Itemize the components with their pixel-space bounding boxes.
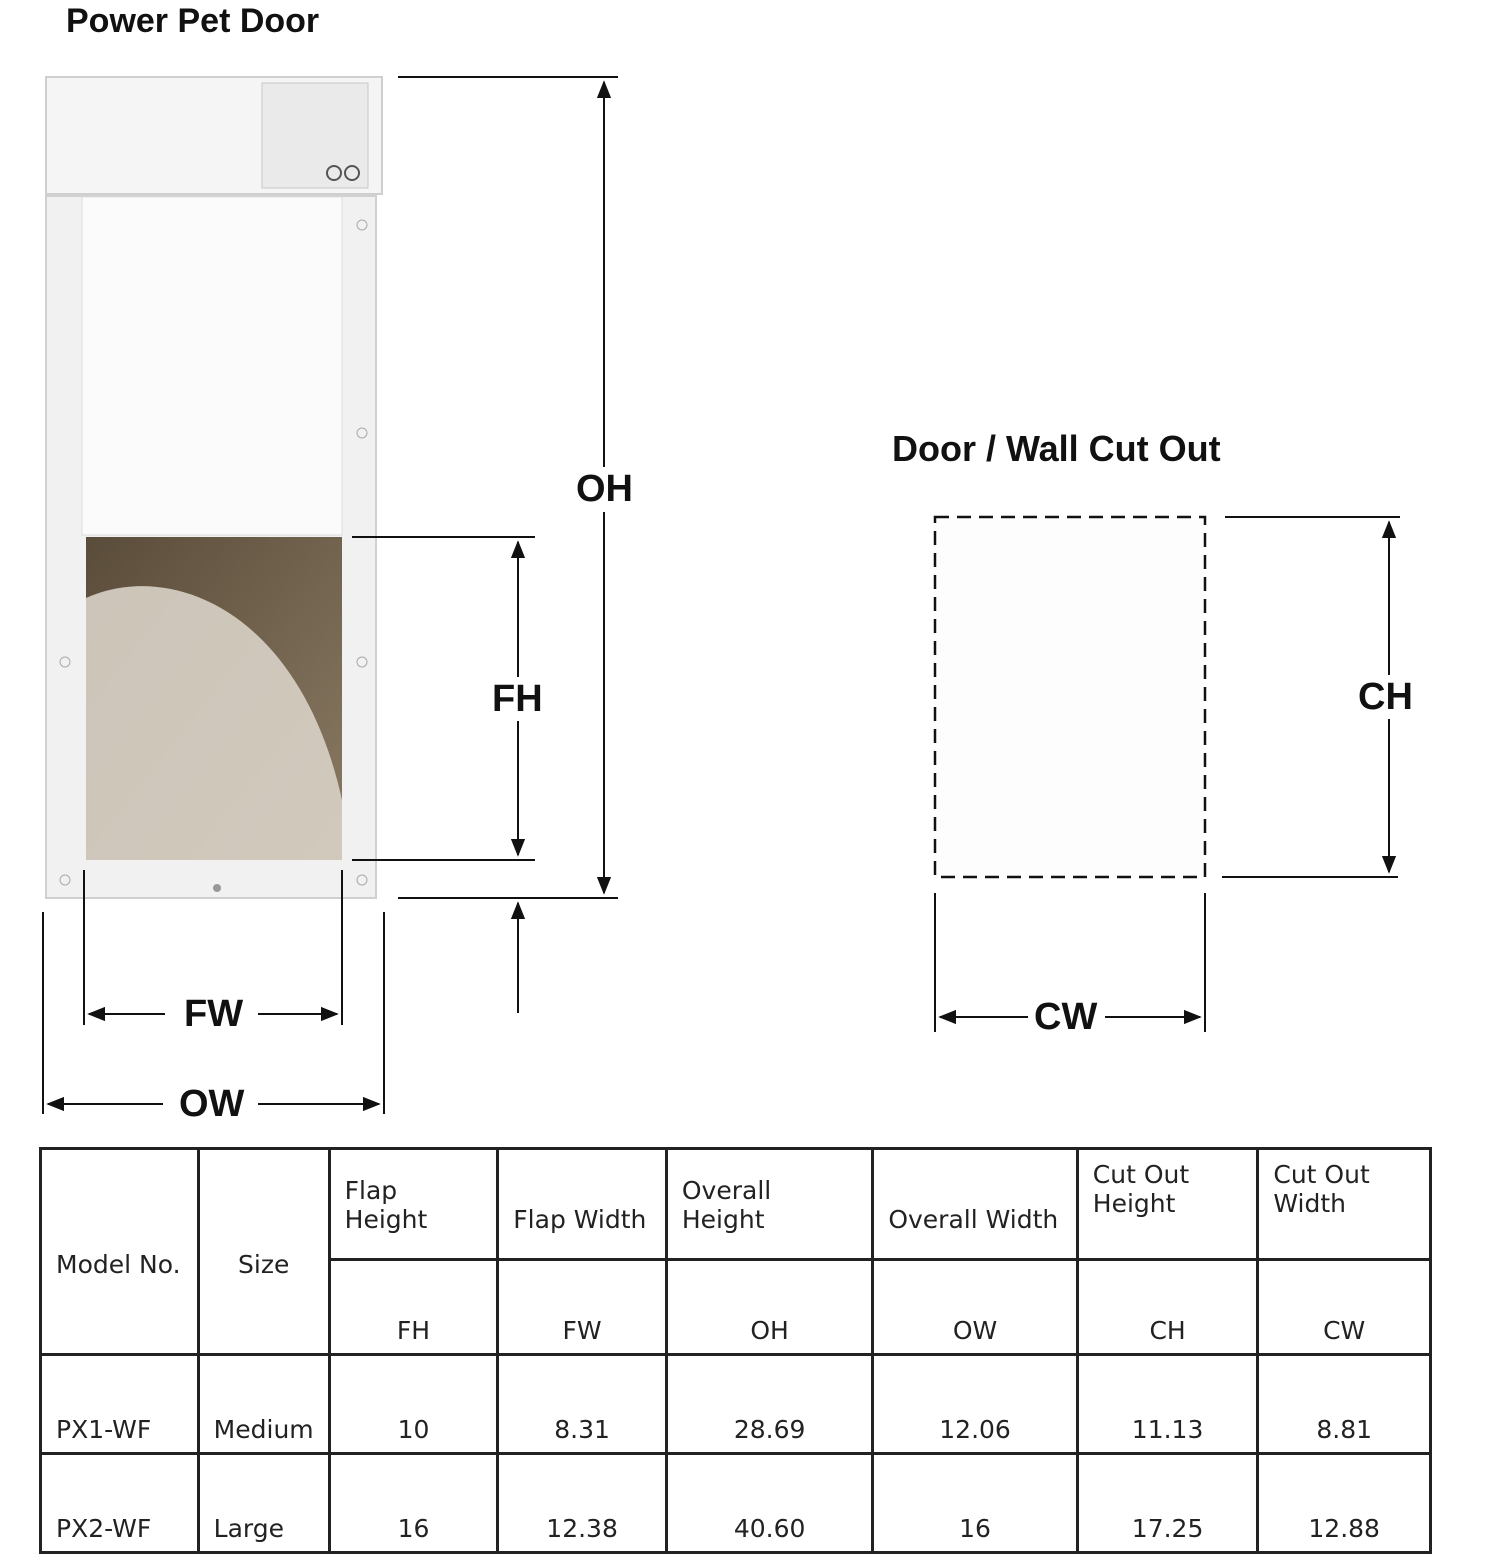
value-cell: 28.69 (666, 1355, 872, 1454)
table-header-row (41, 1149, 1431, 1260)
model-cell: PX1-WF (41, 1355, 199, 1454)
pet-door-illustration (46, 77, 382, 898)
column-code-header: OW (873, 1260, 1077, 1355)
column-code-header: CW (1258, 1260, 1431, 1355)
column-name-header: Overall Height (666, 1149, 872, 1260)
value-cell: 10 (329, 1355, 498, 1454)
column-code-header: CH (1077, 1260, 1258, 1355)
value-cell: 16 (329, 1454, 498, 1553)
column-name-header: Cut Out Height (1077, 1149, 1258, 1260)
control-panel (262, 83, 368, 188)
value-cell: 16 (873, 1454, 1077, 1553)
cut-out-outline (935, 517, 1205, 877)
table-row (41, 1454, 1431, 1553)
column-name-header: Flap Width (498, 1149, 667, 1260)
cut-out-diagram (935, 517, 1400, 1032)
ow-label: OW (173, 1082, 250, 1126)
ch-label: CH (1352, 675, 1419, 719)
value-cell: 12.38 (498, 1454, 667, 1553)
column-code-header: FH (329, 1260, 498, 1355)
cut-out-title: Door / Wall Cut Out (892, 428, 1221, 469)
value-cell: 8.31 (498, 1355, 667, 1454)
column-name-header: Flap Height (329, 1149, 498, 1260)
size-cell: Large (198, 1454, 329, 1553)
model-header: Model No. (41, 1149, 199, 1355)
size-header: Size (198, 1149, 329, 1355)
table-row (41, 1355, 1431, 1454)
oh-label: OH (570, 467, 639, 511)
power-pet-door-title: Power Pet Door (66, 2, 320, 40)
column-code-header: OH (666, 1260, 872, 1355)
value-cell: 40.60 (666, 1454, 872, 1553)
value-cell: 12.06 (873, 1355, 1077, 1454)
value-cell: 17.25 (1077, 1454, 1258, 1553)
column-name-header: Cut Out Width (1258, 1149, 1431, 1260)
screw-icon (213, 884, 221, 892)
column-code-header: FW (498, 1260, 667, 1355)
closed-flap-panel (82, 197, 342, 535)
value-cell: 12.88 (1258, 1454, 1431, 1553)
column-name-header: Overall Width (873, 1149, 1077, 1260)
value-cell: 8.81 (1258, 1355, 1431, 1454)
size-cell: Medium (198, 1355, 329, 1454)
cw-label: CW (1028, 995, 1103, 1039)
fh-label: FH (486, 677, 549, 721)
model-cell: PX2-WF (41, 1454, 199, 1553)
fw-label: FW (178, 992, 249, 1036)
value-cell: 11.13 (1077, 1355, 1258, 1454)
spec-table (39, 1147, 1432, 1554)
